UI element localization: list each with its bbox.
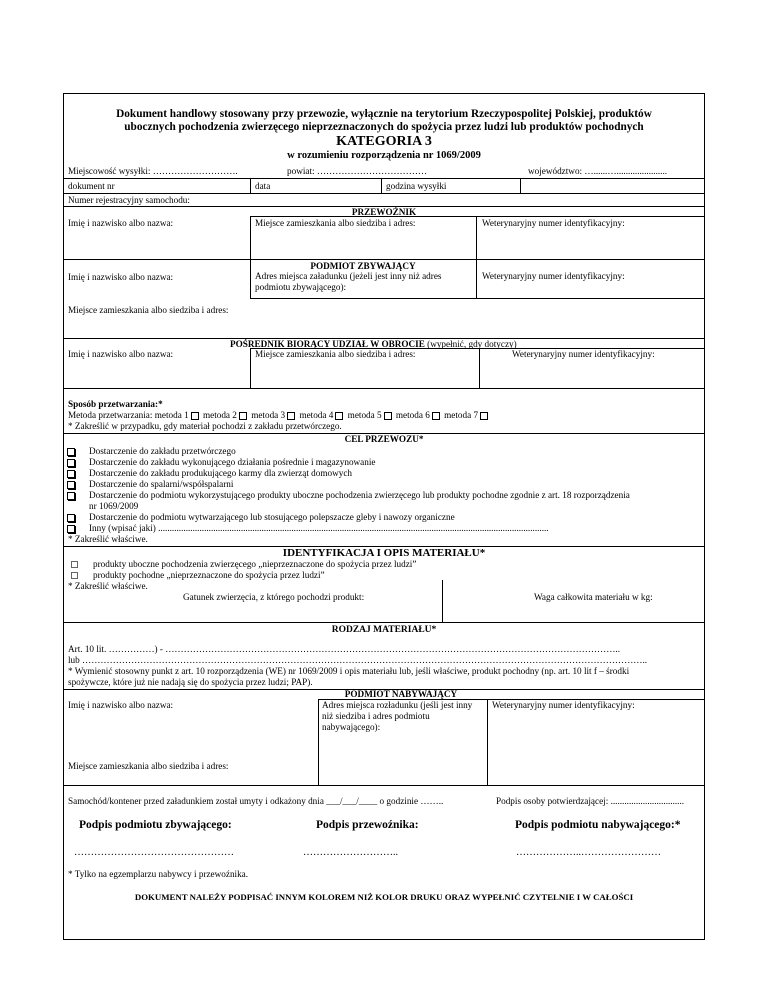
processing-note: * Zakreślić w przypadku, gdy materiał pochodzi z zakładu przetwórczego. xyxy=(68,421,342,431)
receiver-unload-line-1[interactable]: Adres miejsca rozładunku (jeśli jest inny xyxy=(322,700,473,710)
sender-signature-line[interactable]: ………………………………………… xyxy=(74,847,234,858)
confirmer-signature-field[interactable]: Podpis osoby potwierdzającej: ................................ xyxy=(496,796,685,806)
footer-note: * Tylko na egzemplarzu nabywcy i przewoźnika. xyxy=(68,869,249,879)
method-1-checkbox[interactable] xyxy=(191,412,199,420)
receiver-heading: PODMIOT NABYWAJĄCY xyxy=(344,689,458,699)
divider xyxy=(63,178,705,179)
intermediary-address-field[interactable]: Miejsce zamieszkania albo siedziba i adres: xyxy=(255,349,416,359)
purpose-heading: CEL PRZEWOZU* xyxy=(344,434,424,444)
cleaning-statement[interactable]: Samochód/kontener przed załadunkiem został umyty i odkażony dnia ___/___/____ o godzinie …….. xyxy=(68,796,444,806)
receiver-residence-field[interactable]: Miejsce zamieszkania albo siedziba i adres: xyxy=(68,761,229,771)
identification-heading: IDENTYFIKACJA I OPIS MATERIAŁU* xyxy=(282,547,486,559)
carrier-name-field[interactable]: Imię i nazwisko albo nazwa: xyxy=(68,218,174,228)
purpose-3-checkbox[interactable] xyxy=(67,470,75,478)
material-note-1: * Wymienić stosowny punkt z art. 10 rozporządzenia (WE) nr 1069/2009 i opis materiału lub, jeśli właściwe, produkt pochodny (np. art. 10 lit f – środki xyxy=(68,666,630,676)
title-line-1: Dokument handlowy stosowany przy przewozie, wyłącznie na terytorium Rzeczypospolitej Polskiej, produktów xyxy=(116,108,652,120)
sender-heading: PODMIOT ZBYWAJĄCY xyxy=(310,261,416,271)
purpose-other-field[interactable]: Inny (wpisać jaki) .......................................................................................................................................................................... xyxy=(89,523,549,533)
purpose-4-checkbox[interactable] xyxy=(67,481,75,489)
processing-methods xyxy=(68,410,490,421)
material-heading: RODZAJ MATERIAŁU* xyxy=(331,625,437,635)
method-5-checkbox[interactable] xyxy=(384,412,392,420)
option-1-checkbox[interactable] xyxy=(71,561,78,568)
dispatch-province-field[interactable]: województwo: …......…...................... xyxy=(528,166,668,176)
carrier-signature-label: Podpis przewoźnika: xyxy=(316,819,419,831)
method-4-checkbox[interactable] xyxy=(335,412,343,420)
sender-name-field[interactable]: Imię i nazwisko albo nazwa: xyxy=(68,272,174,282)
receiver-name-field[interactable]: Imię i nazwisko albo nazwa: xyxy=(68,700,174,710)
vehicle-reg-field[interactable]: Numer rejestracyjny samochodu: xyxy=(68,195,190,205)
method-2-label: metoda 2 xyxy=(202,410,237,420)
receiver-vet-field[interactable]: Weterynaryjny numer identyfikacyjny: xyxy=(492,700,635,710)
method-5-label: metoda 5 xyxy=(347,410,382,420)
method-7-label: metoda 7 xyxy=(444,410,479,420)
sender-signature-label: Podpis podmiotu zbywającego: xyxy=(79,819,232,831)
carrier-address-field[interactable]: Miejsce zamieszkania albo siedziba i adres: xyxy=(255,218,416,228)
method-3-label: metoda 3 xyxy=(251,410,286,420)
receiver-unload-line-3: nabywającego): xyxy=(322,722,381,732)
sender-loading-line-1[interactable]: Adres miejsca załadunku (jeżeli jest inny niż adres xyxy=(255,271,442,281)
sender-loading-line-2: podmiotu zbywającego): xyxy=(255,282,347,292)
receiver-unload-line-2: niż siedziba i adres podmiotu xyxy=(322,711,430,721)
species-field[interactable]: Gatunek zwierzęcia, z którego pochodzi produkt: xyxy=(183,592,365,602)
purpose-item: Dostarczenie do zakładu wykonującego działania pośrednie i magazynowanie xyxy=(89,457,376,467)
method-3-checkbox[interactable] xyxy=(287,412,295,420)
method-2-checkbox[interactable] xyxy=(239,412,247,420)
sender-residence-field[interactable]: Miejsce zamieszkania albo siedziba i adres: xyxy=(68,305,229,315)
intermediary-heading: POŚREDNIK BIORĄCY UDZIAŁ W OBROCIE (wypełnić, gdy dotyczy) xyxy=(230,339,517,349)
receiver-signature-line[interactable]: ………………..…………………… xyxy=(516,847,661,858)
method-6-label: metoda 6 xyxy=(395,410,430,420)
intermediary-vet-field[interactable]: Weterynaryjny numer identyfikacyjny: xyxy=(512,349,655,359)
weight-field[interactable]: Waga całkowita materiału w kg: xyxy=(534,592,653,602)
dispatch-place-field[interactable]: Miejscowość wysyłki: ………………………. xyxy=(68,166,238,176)
material-article-field[interactable]: Art. 10 lit. ……………) - ………………………………………………………………………………………………………………………………….. xyxy=(68,644,621,654)
option-1-label: produkty uboczne pochodzenia zwierzęcego „nieprzeznaczone do spożycia przez ludzi” xyxy=(93,559,417,569)
identification-note: * Zakreślić właściwe. xyxy=(68,581,148,591)
purpose-7-checkbox[interactable] xyxy=(67,525,75,533)
purpose-5-checkbox[interactable] xyxy=(67,492,75,500)
purpose-2-checkbox[interactable] xyxy=(67,459,75,467)
purpose-6-checkbox[interactable] xyxy=(67,514,75,522)
purpose-item-cont: nr 1069/2009 xyxy=(89,501,139,511)
purpose-item: Dostarczenie do podmiotu wykorzystującego produkty uboczne pochodzenia zwierzęcego lub produkty pochodne zgodnie z art. 18 rozporządzenia xyxy=(89,490,630,500)
purpose-item: Dostarczenie do spalarni/współspalarni xyxy=(89,479,234,489)
time-field[interactable]: godzina wysyłki xyxy=(386,181,447,191)
sender-vet-field[interactable]: Weterynaryjny numer identyfikacyjny: xyxy=(482,271,625,281)
title-line-2: ubocznych pochodzenia zwierzęcego nieprzeznaczonych do spożycia przez ludzi lub produktów pochodnych xyxy=(124,121,644,133)
carrier-vet-field[interactable]: Weterynaryjny numer identyfikacyjny: xyxy=(482,218,625,228)
purpose-item: Dostarczenie do zakładu produkującego karmy dla zwierząt domowych xyxy=(89,468,353,478)
option-2-label: produkty pochodne „nieprzeznaczone do spożycia przez ludzi” xyxy=(93,570,325,580)
category-title: KATEGORIA 3 xyxy=(336,134,432,149)
purpose-note: * Zakreślić właściwe. xyxy=(68,534,148,544)
processing-heading: Sposób przetwarzania:* xyxy=(68,399,163,409)
dispatch-district-field[interactable]: powiat: ……………………………… xyxy=(287,166,428,176)
method-4-label: metoda 4 xyxy=(299,410,334,420)
option-2-checkbox[interactable] xyxy=(71,572,78,579)
carrier-heading: PRZEWOŹNIK xyxy=(351,207,417,217)
purpose-item: Dostarczenie do zakładu przetwórczego xyxy=(89,446,236,456)
material-alt-field[interactable]: lub ………………………………………………………………………………………………………………………………………………………………….. xyxy=(68,655,648,665)
receiver-signature-label: Podpis podmiotu nabywającego:* xyxy=(515,819,681,831)
purpose-1-checkbox[interactable] xyxy=(67,448,75,456)
intermediary-name-field[interactable]: Imię i nazwisko albo nazwa: xyxy=(68,349,174,359)
processing-label: Metoda przetwarzania: metoda 1 xyxy=(68,410,189,420)
doc-number-field[interactable]: dokument nr xyxy=(68,181,115,191)
method-6-checkbox[interactable] xyxy=(432,412,440,420)
regulation-subtitle: w rozumieniu rozporządzenia nr 1069/2009 xyxy=(287,150,481,161)
method-7-checkbox[interactable] xyxy=(480,412,488,420)
date-field[interactable]: data xyxy=(255,181,271,191)
purpose-item: Dostarczenie do podmiotu wytwarzającego lub stosującego polepszacze gleby i nawozy organiczne xyxy=(89,512,455,522)
material-note-2: spożywcze, które już nie nadają się do spożycia przez ludzi; PAP). xyxy=(68,677,313,687)
carrier-signature-line[interactable]: ……………………….. xyxy=(303,847,398,858)
footer-warning: DOKUMENT NALEŻY PODPISAĆ INNYM KOLOREM NIŻ KOLOR DRUKU ORAZ WYPEŁNIĆ CZYTELNIE I W CAŁOŚCI xyxy=(134,892,634,902)
